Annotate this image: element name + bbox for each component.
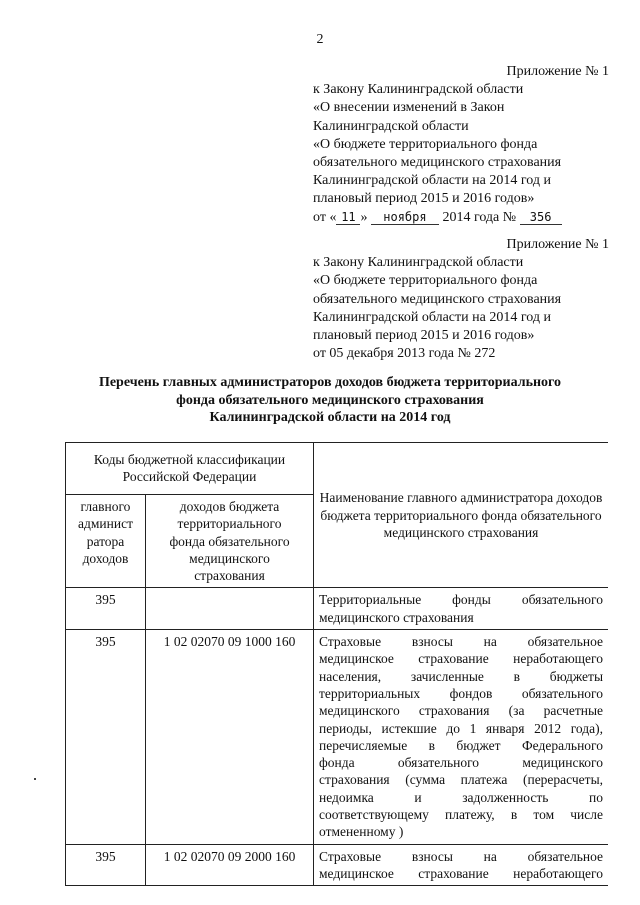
header-chief-administrator: главного админист ратора доходов xyxy=(66,495,146,588)
appendix-date-line xyxy=(313,209,609,227)
date-open-quote: « xyxy=(329,209,337,225)
cell-admin-code: 395 xyxy=(66,588,146,630)
cell-name-line: соответствующему платежу, в том числе xyxy=(319,807,604,823)
table-row xyxy=(66,630,609,845)
cell-name-line: медицинского страхования xyxy=(319,609,474,625)
cell-revenue-code: 1 02 02070 09 2000 160 xyxy=(146,844,314,886)
administrators-table-wrap xyxy=(65,442,608,905)
cell-name xyxy=(314,844,608,886)
appendix-line: «О внесении изменений в Закон xyxy=(313,100,505,116)
cell-name-line: Страховые взносы на обязательное xyxy=(319,634,604,650)
appendix-line: плановый период 2015 и 2016 годов» xyxy=(313,328,535,344)
date-close-quote: » xyxy=(360,209,368,225)
appendix-line: к Закону Калининградской области xyxy=(313,82,524,98)
date-month: ноября xyxy=(371,210,439,225)
cell-name-line: страхования (сумма платежа (перерасчеты, xyxy=(319,772,604,788)
date-year: 2014 года xyxy=(442,209,500,225)
appendix-orig-block xyxy=(313,236,609,363)
title-line: Калининградской области на 2014 год xyxy=(209,410,451,425)
cell-name-line: медицинское страхование неработающего xyxy=(319,865,604,881)
appendix-line: плановый период 2015 и 2016 годов» xyxy=(313,191,535,207)
cell-admin-code: 395 xyxy=(66,844,146,886)
table-header-row xyxy=(66,443,609,495)
cell-revenue-code xyxy=(146,588,314,630)
table-row xyxy=(66,588,609,630)
appendix-line: обязательного медицинского страхования xyxy=(313,291,562,307)
header-fund-revenue-code: доходов бюджета территориального фонда обязательного медицинского страхования xyxy=(146,495,314,588)
date-number-label: № xyxy=(502,209,517,225)
appendix-line: Калининградской области xyxy=(313,118,469,134)
cell-name-line: территориальных фондов обязательного xyxy=(319,685,604,701)
scan-speck xyxy=(34,778,36,780)
appendix-heading: Приложение № 1 xyxy=(506,64,609,79)
cell-name-line: перечисляемые в бюджет Федерального xyxy=(319,737,604,753)
appendix-line: обязательного медицинского страхования xyxy=(313,155,562,171)
cell-name-line: медицинского страхования (за расчетные xyxy=(319,703,604,719)
cell-name-line: Территориальные фонды обязательного xyxy=(319,592,604,608)
cell-name xyxy=(314,630,608,845)
header-administrator-name: Наименование главного администратора доходов бюджета территориального фонда обязательного медицинского страхования xyxy=(314,443,608,588)
date-number: 356 xyxy=(520,210,562,225)
cell-admin-code: 395 xyxy=(66,630,146,845)
date-prefix: от xyxy=(313,209,326,225)
cell-name-line: недоимка и задолженность по xyxy=(319,789,604,805)
appendix-line: «О бюджете территориального фонда xyxy=(313,136,538,152)
appendix-heading: Приложение № 1 xyxy=(506,237,609,252)
cell-name xyxy=(314,588,608,630)
document-title xyxy=(40,374,620,427)
appendix-line: к Закону Калининградской области xyxy=(313,255,524,271)
administrators-table xyxy=(65,442,608,886)
cell-name-line: медицинское страхование неработающего xyxy=(319,651,604,667)
cell-name-line: населения, зачисленные в бюджеты xyxy=(319,668,604,684)
title-line: Перечень главных администраторов доходов бюджета территориального xyxy=(98,375,562,390)
appendix-line: «О бюджете территориального фонда xyxy=(313,273,538,289)
appendix-line: Калининградской области на 2014 год и xyxy=(313,309,551,325)
cell-revenue-code: 1 02 02070 09 1000 160 xyxy=(146,630,314,845)
cell-name-line: периоды, истекшие до 1 января 2012 года), xyxy=(319,720,604,736)
appendix-line: Калининградской области на 2014 год и xyxy=(313,173,551,189)
date-day: 11 xyxy=(336,210,360,225)
title-line: фонда обязательного медицинского страхования xyxy=(176,392,484,408)
header-classification-codes: Коды бюджетной классификации Российской Федерации xyxy=(66,443,314,495)
page-number: 2 xyxy=(316,32,324,47)
cell-name-line: отмененному ) xyxy=(319,824,404,840)
cell-name-line: фонда обязательного медицинского xyxy=(319,755,604,771)
appendix-line: от 05 декабря 2013 года № 272 xyxy=(313,346,496,362)
table-row xyxy=(66,844,609,886)
appendix-amend-block xyxy=(313,63,609,227)
cell-name-line: Страховые взносы на обязательное xyxy=(319,848,604,864)
